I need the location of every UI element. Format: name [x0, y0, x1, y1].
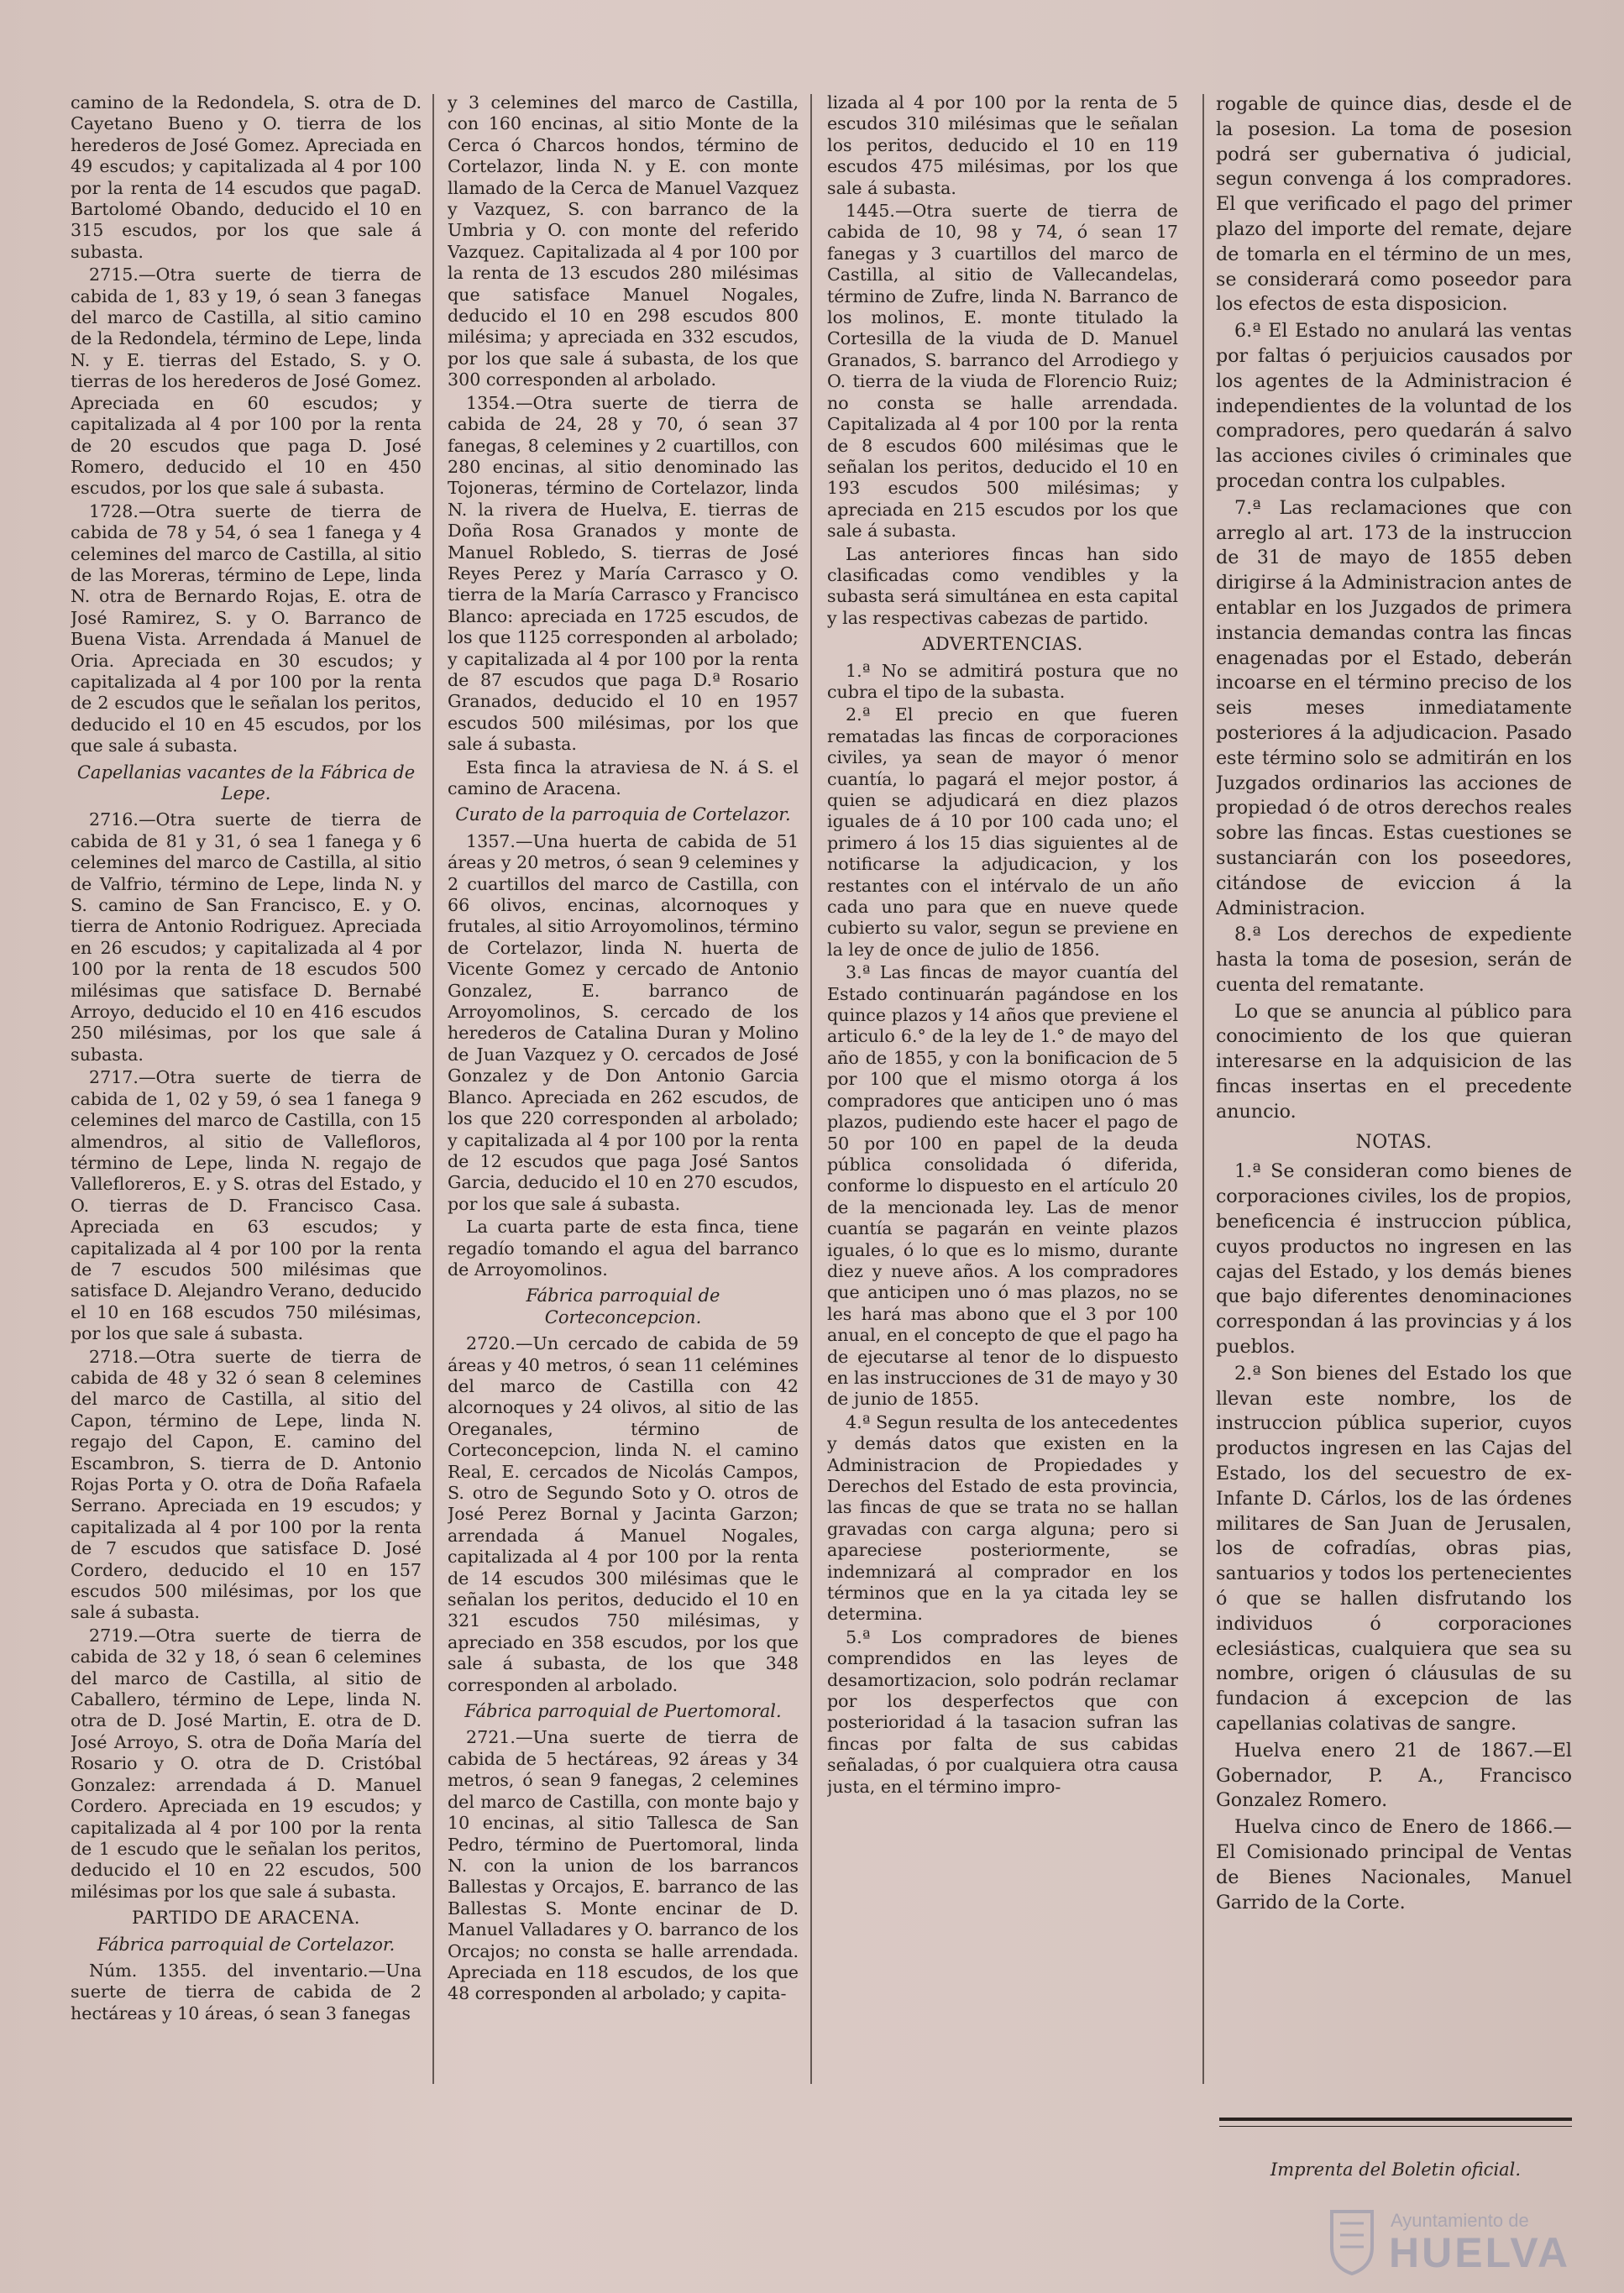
- paragraph: 2721.—Una suerte de tierra de cabida de 5 hectáreas, 92 áreas y 34 metros, ó sean 9 fanegas, 2 celemines del marco de Castilla, con monte bajo y 10 encinas, al sitio Tallesca de San Pedro, término de Puertomoral, linda N. con la union de los barrancos Ballestas y Orcajos, E. barranco de las Ballestas S. Monte encinar de D. Manuel Valladares y O. barranco de los Orcajos; no consta se halle arrendada. Apreciada en 118 escudos, de los que 48 corresponden al arbolado; y capita-: [448, 1727, 799, 2004]
- paragraph: 1.ª Se consideran como bienes de corporaciones civiles, los de propios, beneficencia é instruccion pública, cuyos productos no ingresen en las cajas del Estado, y los demás bienes que bajo diferentes denominaciones correspondan á las provincias y á los pueblos.: [1216, 1160, 1572, 1359]
- paragraph: 2720.—Un cercado de cabida de 59 áreas y 40 metros, ó sean 11 celémines del marco de Castilla con 42 alcornoques y 24 olivos, al sitio de las Oreganales, término de Corteconcepcion, linda N. el camino Real, E. cercados de Nicolás Campos, S. otro de Segundo Soto y O. otros de José Perez Bornal y Jacinta Garzon; arrendada á Manuel Nogales, capitalizada al 4 por 100 por la renta de 14 escudos 300 milésimas que le señalan los peritos, deducido el 10 en 321 escudos 750 milésimas, y apreciado en 358 escudos, por los que sale á subasta, de los que 348 corresponden al arbolado.: [448, 1333, 799, 1695]
- watermark-line-2: HUELVA: [1389, 2229, 1571, 2276]
- section-heading: Capellanias vacantes de la Fábrica de Lepe.: [76, 762, 416, 804]
- paragraph: 2716.—Otra suerte de tierra de cabida de 81 y 31, ó sea 1 fanega y 6 celemines del marco de Castilla, al sitio de Valfrio, término de Lepe, linda N. y S. camino de San Francisco, E. y O. tierra de Antonio Rodriguez. Apreciada en 26 escudos; y capitalizada al 4 por 100 por la renta de 18 escudos 500 milésimas que satisface D. Bernabé Arroyo, deducido el 10 en 416 escudos 250 milésimas, por los que sale á subasta.: [71, 809, 422, 1065]
- paragraph: 2717.—Otra suerte de tierra de cabida de 1, 02 y 59, ó sea 1 fanega 9 celemines del marco de Castilla, con 15 almendros, al sitio de Vallefloros, término de Lepe, linda N. regajo de Vallefloreros, E. y S. otras del Estado, y O. tierras de D. Francisco Casa. Apreciada en 63 escudos; y capitalizada al 4 por 100 por la renta de 7 escudos 500 milésimas que satisface D. Alejandro Verano, deducido el 10 en 168 escudos 750 milésimas, por los que sale á subasta.: [71, 1067, 422, 1344]
- imprint-line: Imprenta del Boletin oficial.: [1270, 2160, 1522, 2180]
- paragraph: 1728.—Otra suerte de tierra de cabida de 78 y 54, ó sea 1 fanega y 4 celemines del marco de Castilla, al sitio de las Moreras, término de Lepe, linda N. otra de Bernardo Rojas, E. otra de José Ramirez, S. y O. Barranco de Buena Vista. Arrendada á Manuel de Oria. Apreciada en 30 escudos; y capitalizada al 4 por 100 por la renta de 2 escudos que le señalan los peritos, deducido el 10 en 45 escudos, por los que sale á subasta.: [71, 500, 422, 756]
- paragraph: 2.ª Son bienes del Estado los que llevan este nombre, los de instruccion pública superior, cuyos productos ingresen en las Cajas del Estado, los del secuestro de ex-Infante D. Cárlos, los de las órdenes militares de San Juan de Jerusalen, los de cofradías, obras pias, santuarios y todos los pertenecientes ó que se hallen disfrutando los individuos ó corporaciones eclesiásticas, cualquiera que sea su nombre, origen ó cláusulas de su fundacion á excepcion de las capellanias colativas de sangre.: [1216, 1362, 1572, 1735]
- section-heading: PARTIDO DE ARACENA.: [132, 1908, 360, 1929]
- signature-line: Huelva cinco de Enero de 1866.—El Comisionado principal de Ventas de Bienes Nacionales, Manuel Garrido de la Corte.: [1216, 1816, 1572, 1913]
- section-heading: Curato de la parroquia de Cortelazor.: [455, 804, 791, 825]
- watermark-logo: [1325, 2205, 1611, 2280]
- paragraph: rogable de quince dias, desde el de la posesion. La toma de posesion podrá ser gubernativa ó judicial, segun convenga á los compradores. El que verificado el pago del primer plazo del importe del remate, dejare de tomarla en el término de un mes, se considerará como poseedor para los efectos de esta disposicion.: [1216, 93, 1572, 316]
- paragraph: Esta finca la atraviesa de N. á S. el camino de Aracena.: [448, 756, 799, 798]
- paragraph: 2718.—Otra suerte de tierra de cabida de 48 y 32 ó sean 8 celemines del marco de Castilla, al sitio del Capon, término de Lepe, linda N. regajo del Capon, E. camino del Escambron, S. tierra de D. Antonio Rojas Porta y O. otra de Doña Rafaela Serrano. Apreciada en 19 escudos; y capitalizada al 4 por 100 por la renta de 7 escudos que satisface D. José Cordero, deducido el 10 en 157 escudos 500 milésimas, por los que sale á subasta.: [71, 1346, 422, 1623]
- paragraph: 1354.—Otra suerte de tierra de cabida de 24, 28 y 70, ó sean 37 fanegas, 8 celemines y 2 cuartillos, con 280 encinas, al sitio denominado las Tojoneras, término de Cortelazor, linda N. la rivera de Huelva, E. tierras de Doña Rosa Granados y monte de Manuel Robledo, S. tierras de José Reyes Perez y María Carrasco y O. tierra de la María Carrasco y Francisco Blanco: apreciada en 1725 escudos, de los que 1125 corresponden al arbolado; y capitalizada al 4 por 100 por la renta de 87 escudos que paga D.ª Rosario Granados, deducido el 10 en 1957 escudos 500 milésimas, por los que sale á subasta.: [448, 392, 799, 755]
- column-divider: [432, 94, 434, 2084]
- crest-icon: [1325, 2205, 1379, 2277]
- paragraph: 1.ª No se admitirá postura que no cubra el tipo de la subasta.: [827, 660, 1178, 702]
- paragraph: 1445.—Otra suerte de tierra de cabida de 10, 98 y 74, ó sean 17 fanegas y 3 cuartillos del marco de Castilla, al sitio de Vallecandelas, término de Zufre, linda N. Barranco de los molinos, E. monte titulado la Cortesilla de la viuda de D. Manuel Granados, S. barranco del Arrodiego y O. tierra de la viuda de Florencio Ruiz; no consta se halle arrendada. Capitalizada al 4 por 100 por la renta de 8 escudos 600 milésimas que le señalan los peritos, deducido el 10 en 193 escudos 500 milésimas; y apreciada en 215 escudos por los que sale á subasta.: [827, 201, 1178, 542]
- paragraph: 4.ª Segun resulta de los antecedentes y demás datos que existen en la Administracion de Propiedades y Derechos del Estado de esta provincia, las fincas de que se trata no se hallan gravadas con carga alguna; pero si apareciese posteriormente, se indemnizará al comprador en los términos que en la ya citada ley se determina.: [827, 1411, 1178, 1625]
- column-2: [448, 92, 799, 2191]
- paragraph: camino de la Redondela, S. otra de D. Cayetano Bueno y O. tierra de los herederos de José Gomez. Apreciada en 49 escudos; y capitalizada al 4 por 100 por la renta de 14 escudos que pagaD. Bartolomé Obando, deducido el 10 en 315 escudos, por los que sale á subasta.: [71, 92, 422, 262]
- section-heading: Fábrica parroquial de Cortelazor.: [97, 1934, 396, 1955]
- paragraph: La cuarta parte de esta finca, tiene regadío tomando el agua del barranco de Arroyomolinos.: [448, 1217, 799, 1280]
- paragraph: Núm. 1355. del inventario.—Una suerte de tierra de cabida de 2 hectáreas y 10 áreas, ó sean 3 fanegas: [71, 1960, 422, 2023]
- double-rule-divider: [1219, 2118, 1572, 2127]
- paragraph: 5.ª Los compradores de bienes comprendidos en las leyes de desamortizacion, solo podrán reclamar por los desperfectos que con posterioridad á la tasacion sufran las fincas por falta de sus cabidas señaladas, ó por cualquiera otra causa justa, en el término impro-: [827, 1626, 1178, 1797]
- paragraph: Lo que se anuncia al público para conocimiento de los que quieran interesarse en la adquisicion de las fincas insertas en el precedente anuncio.: [1216, 1000, 1572, 1123]
- column-divider: [1202, 94, 1204, 2084]
- column-divider: [810, 94, 812, 2084]
- paragraph: lizada al 4 por 100 por la renta de 5 escudos 310 milésimas que le señalan los peritos, deducido el 10 en 119 escudos 475 milésimas, por los que sale á subasta.: [827, 92, 1178, 198]
- paragraph: 3.ª Las fincas de mayor cuantía del Estado continuarán pagándose en los quince plazos y 14 años que previene el articulo 6.° de la ley de 1.° de mayo del año de 1855, y con la bonificacion de 5 por 100 que el mismo otorga á los compradores que anticipen uno ó mas plazos, pudiendo este hacer el pago de 50 por 100 en papel de la deuda pública consolidada ó diferida, conforme lo dispuesto en el artículo 20 de la mencionada ley. Las de menor cuantía se pagarán en veinte plazos iguales, ó lo que es lo mismo, durante diez y nueve años. A los compradores que anticipen uno ó mas plazos, no se les hará mas abono que el 3 por 100 anual, en el concepto de que el pago ha de ejecutarse al tenor de lo dispuesto en las instrucciones de 31 de mayo y 30 de junio de 1855.: [827, 962, 1178, 1410]
- paragraph: 2.ª El precio en que fueren rematadas las fincas de corporaciones civiles, ya sean de mayor ó menor cuantía, lo pagará el mejor postor, á quien se adjudicará en diez plazos iguales de á 10 por 100 cada uno; el primero á los 15 dias siguientes al de notificarse la adjudicacion, y los restantes con el intérvalo de un año cada uno para que en nueve quede cubierto su valor, segun se previene en la ley de once de julio de 1856.: [827, 704, 1178, 960]
- section-heading: Fábrica parroquial de Corteconcepcion.: [526, 1285, 720, 1327]
- section-heading: Fábrica parroquial de Puertomoral.: [464, 1701, 782, 1722]
- column-4: [1216, 92, 1572, 2191]
- paragraph: 2715.—Otra suerte de tierra de cabida de 1, 83 y 19, ó sean 3 fanegas del marco de Castilla, al sitio camino de la Redondela, término de Lepe, linda N. y E. tierras del Estado, S. y O. tierras de los herederos de José Gomez. Apreciada en 60 escudos; y capitalizada al 4 por 100 por la renta de 20 escudos que paga D. José Romero, deducido el 10 en 450 escudos, por los que sale á subasta.: [71, 264, 422, 499]
- paragraph: 6.ª El Estado no anulará las ventas por faltas ó perjuicios causados por los agentes de la Administracion é independientes de la voluntad de los compradores, pero quedarán á salvo las acciones civiles ó criminales que procedan contra los culpables.: [1216, 320, 1572, 492]
- section-heading: ADVERTENCIAS.: [922, 634, 1083, 655]
- paragraph: 1357.—Una huerta de cabida de 51 áreas y 20 metros, ó sean 9 celemines y 2 cuartillos del marco de Castilla, con 66 olivos, encinas, alcornoques y frutales, al sitio Arroyomolinos, término de Cortelazor, linda N. huerta de Vicente Gomez y cercado de Antonio Gonzalez, E. barranco de Arroyomolinos, S. cercado de los herederos de Catalina Duran y Molino de Juan Vazquez y O. cercados de José Gonzalez y de Don Antonio Garcia Blanco. Apreciada en 262 escudos, de los que 220 corresponden al arbolado; y capitalizada al 4 por 100 por la renta de 12 escudos que paga José Santos Garcia, deducido el 10 en 270 escudos, por los que sale á subasta.: [448, 830, 799, 1214]
- signature-line: Huelva enero 21 de 1867.—El Gobernador, P. A., Francisco Gonzalez Romero.: [1216, 1739, 1572, 1812]
- paragraph: Las anteriores fincas han sido clasificadas como vendibles y la subasta será simultánea en esta capital y las respectivas cabezas de partido.: [827, 543, 1178, 628]
- paragraph: 2719.—Otra suerte de tierra de cabida de 32 y 18, ó sean 6 celemines del marco de Castilla, al sitio de Caballero, término de Lepe, linda N. otra de D. José Martin, E. otra de D. José Arroyo, S. otra de Doña María del Rosario y O. otra de D. Cristóbal Gonzalez: arrendada á D. Manuel Cordero. Apreciada en 19 escudos; y capitalizada al 4 por 100 por la renta de 1 escudo que le señalan los peritos, deducido el 10 en 22 escudos, 500 milésimas por los que sale á subasta.: [71, 1625, 422, 1902]
- column-1: [71, 92, 422, 2191]
- paragraph: 7.ª Las reclamaciones que con arreglo al art. 173 de la instruccion de 31 de mayo de 1855 deben dirigirse á la Administracion antes de entablar en los Juzgados de primera instancia demandas contra las fincas enagenadas por el Estado, deberán incoarse en el término preciso de los seis meses inmediatamente posteriores á la adjudicacion. Pasado este término solo se admitirán en los Juzgados ordinarios las acciones de propiedad ó de otros derechos reales sobre las fincas. Estas cuestiones se sustanciarán con los poseedores, citándose de eviccion á la Administracion.: [1216, 496, 1572, 919]
- watermark-line-1: Ayuntamiento de: [1391, 2210, 1529, 2231]
- column-3: [827, 92, 1178, 2191]
- paragraph: y 3 celemines del marco de Castilla, con 160 encinas, al sitio Monte de la Cerca ó Charcos hondos, término de Cortelazor, linda N. y E. con monte llamado de la Cerca de Manuel Vazquez y Vazquez, S. con barranco de la Umbria y O. con monte del referido Vazquez. Capitalizada al 4 por 100 por la renta de 13 escudos 280 milésimas que satisface Manuel Nogales, deducido el 10 en 298 escudos 800 milésima; y apreciada en 332 escudos, por los que sale á subasta, de los que 300 corresponden al arbolado.: [448, 92, 799, 390]
- paragraph: 8.ª Los derechos de expediente hasta la toma de posesion, serán de cuenta del rematante.: [1216, 924, 1572, 996]
- section-heading: NOTAS.: [1355, 1131, 1433, 1153]
